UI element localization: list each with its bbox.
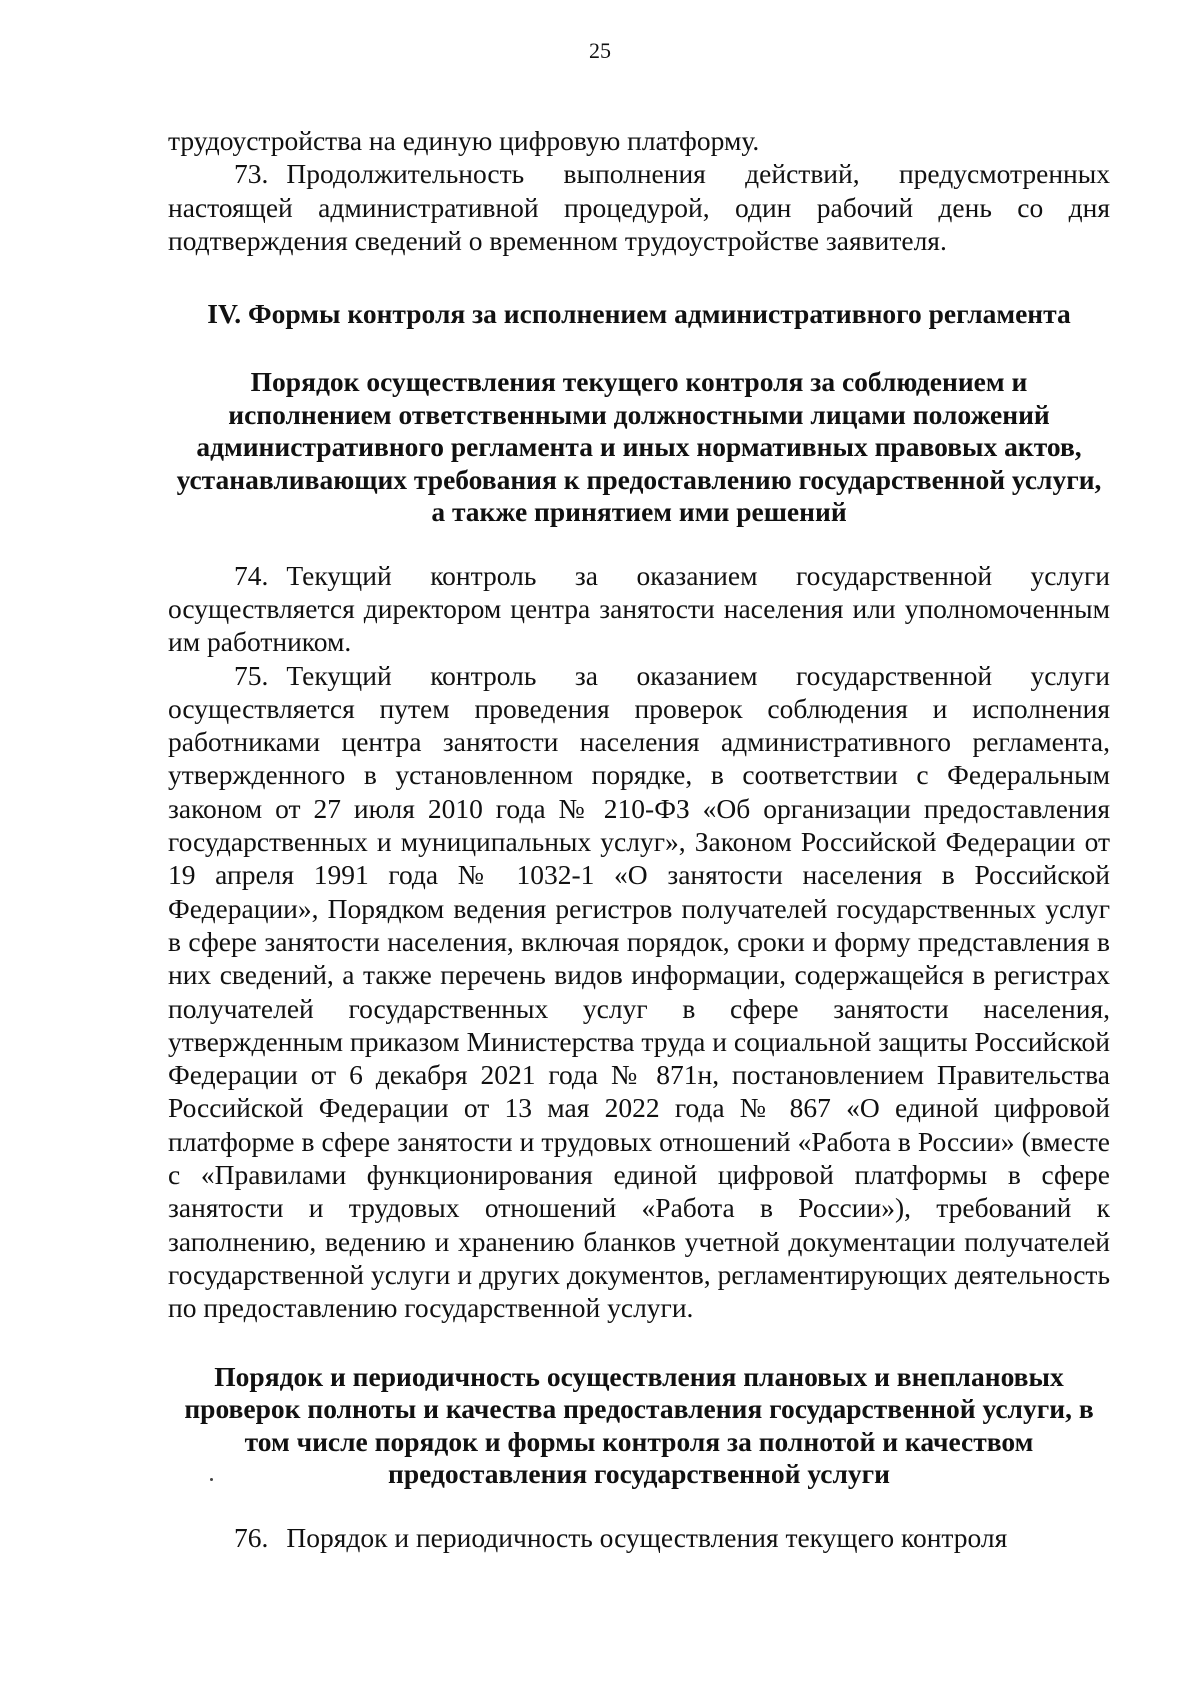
paragraph-76 [168,1521,1110,1554]
paragraph-text: Порядок и периодичность осуществления текущего контроля [286,1521,1008,1553]
paragraph-number: 76. [234,1521,269,1553]
section-heading: IV. Формы контроля за исполнением административного регламента [207,298,1071,330]
paragraph-74 [168,559,1110,659]
paragraph-text: Продолжительность выполнения действий, предусмотренных настоящей административной процедурой, один рабочий день со дня подтверждения сведений о временном трудоустройстве заявителя. [168,158,1110,256]
paragraph-number: 73. [234,158,269,190]
paragraph-73 [168,157,1110,257]
paragraph-number: 74. [234,559,269,591]
page-number: 25 [589,38,611,63]
subheading-inspections: Порядок и периодичность осуществления плановых и внеплановых проверок полноты и качества предоставления государственной услуги, в том числе порядок и формы контроля за полнотой и качеством предоставления государственной услуги [184,1360,1094,1490]
paragraph-text: Текущий контроль за оказанием государственной услуги осуществляется путем проведения проверок соблюдения и исполнения работниками центра занятости населения административного регламента, утвержденного в установленном порядке, в соответствии с Федеральным законом от 27 июля 2010 года № 210-ФЗ «Об организации предоставления государственных и муниципальных услуг», Законом Российской Федерации от 19 апреля 1991 года № 1032-1 «О занятости населения в Российской Федерации», Порядком ведения регистров получателей государственных услуг в сфере занятости населения, включая порядок, сроки и форму представления в них сведений, а также перечень видов информации, содержащейся в регистрах получателей государственных услуг в сфере занятости населения, утвержденным приказом Министерства труда и социальной защиты Российской Федерации от 6 декабря 2021 года № 871н, постановлением Правительства Российской Федерации от 13 мая 2022 года № 867 «О единой цифровой платформе в сфере занятости и трудовых отношений «Работа в России» (вместе с «Правилами функционирования единой цифровой платформы в сфере занятости и трудовых отношений «Работа в России»), требований к заполнению, ведению и хранению бланков учетной документации получателей государственной услуги и других документов, регламентирующих деятельность по предоставлению государственной услуги. [168,659,1110,1324]
paragraph-75 [168,659,1110,1325]
scan-speck [210,1478,213,1481]
paragraph-number: 75. [234,659,269,691]
paragraph-continuation: трудоустройства на единую цифровую платформу. [168,125,760,156]
subheading-current-control: Порядок осуществления текущего контроля за соблюдением и исполнением ответственными должностными лицами положений административного регламента и иных нормативных правовых актов, устанавливающих требования к предоставлению государственной услуги, а также принятием ими решений [176,366,1102,528]
paragraph-text: Текущий контроль за оказанием государственной услуги осуществляется директором центра занятости населения или уполномоченным им работником. [168,559,1110,658]
document-body [168,124,1110,1554]
